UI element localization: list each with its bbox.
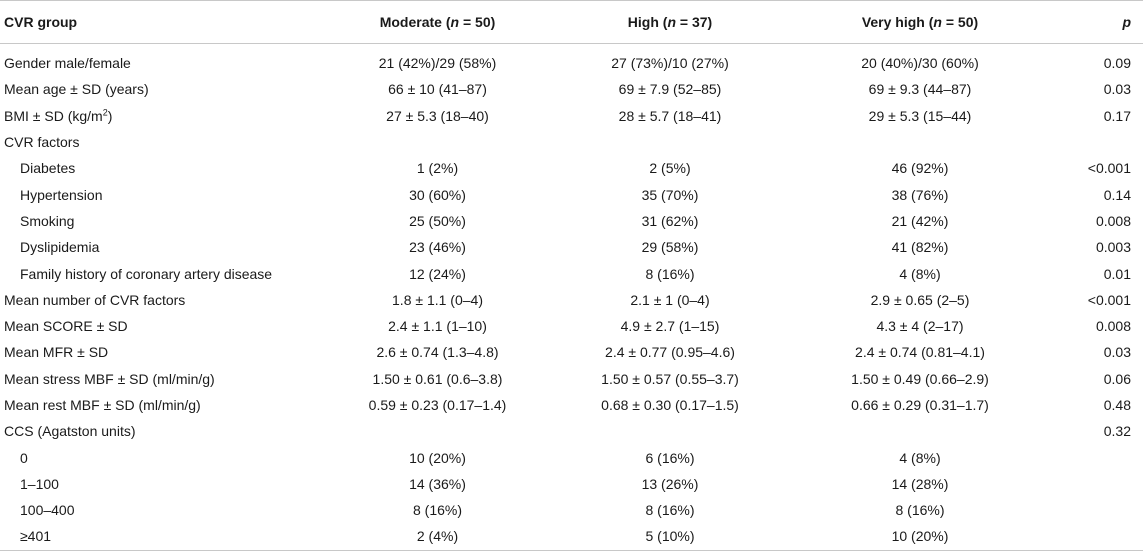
cell-p — [1045, 129, 1143, 155]
cell-p — [1045, 497, 1143, 523]
row-label-text: 1–100 — [20, 475, 59, 492]
row-label — [0, 234, 330, 260]
header-high-n: (n = 37) — [662, 14, 713, 30]
cell-high: 1.50 ± 0.57 (0.55–3.7) — [601, 370, 739, 387]
cell-moderate: 8 (16%) — [412, 502, 463, 519]
row-label-superscript: 2 — [102, 107, 108, 118]
header-moderate-n: (n = 50) — [445, 14, 496, 30]
row-label-text: 100–400 — [20, 502, 75, 519]
cell-high: 8 (16%) — [645, 265, 695, 282]
cell-moderate: 2 (4%) — [330, 523, 545, 550]
row-label — [0, 471, 330, 497]
cell-high: 2.1 ± 1 (0–4) — [630, 291, 710, 308]
cell-very-high: 21 (42%) — [891, 212, 949, 229]
table-row — [0, 129, 1143, 155]
cell-moderate: 23 (46%) — [409, 239, 466, 256]
table-row — [0, 313, 1143, 339]
row-label — [0, 392, 330, 418]
cell-high: 2 (5%) — [649, 160, 691, 177]
row-label — [0, 208, 330, 234]
row-label — [0, 339, 330, 365]
cell-high: 6 (16%) — [645, 449, 695, 466]
row-label-text: Mean age ± SD (years) — [4, 81, 149, 98]
header-very-high-label: Very high — [861, 14, 925, 30]
cell-p: 0.06 — [1103, 370, 1131, 387]
cell-p — [1045, 444, 1143, 470]
cell-very-high: 46 (92%) — [891, 160, 949, 177]
row-label — [0, 313, 330, 339]
cell-p — [1045, 471, 1143, 497]
cell-very-high: 0.66 ± 0.29 (0.31–1.7) — [851, 397, 989, 413]
cell-p: 0.03 — [1103, 81, 1131, 98]
cell-p: <0.001 — [1087, 160, 1131, 177]
row-label-text: CCS (Agatston units) — [4, 423, 136, 440]
cell-moderate: 30 (60%) — [409, 186, 466, 203]
header-very-high-n: (n = 50) — [928, 14, 979, 30]
row-label — [0, 129, 330, 155]
cell-very-high: 4 (8%) — [899, 449, 941, 466]
header-moderate — [330, 1, 545, 44]
row-label — [0, 444, 330, 470]
row-label — [0, 76, 330, 102]
table-row — [0, 497, 1143, 523]
header-high-label: High — [627, 14, 659, 30]
row-label — [0, 418, 330, 444]
cell-moderate — [330, 129, 545, 155]
cell-high: 13 (26%) — [641, 475, 699, 492]
header-p-label: p — [1122, 14, 1131, 30]
row-label-text: Mean MFR ± SD — [4, 344, 109, 361]
cell-high — [545, 129, 795, 155]
cell-p: 0.09 — [1103, 55, 1131, 72]
cell-very-high: 10 (20%) — [795, 523, 1045, 550]
cell-moderate: 2.4 ± 1.1 (1–10) — [388, 318, 487, 335]
cell-moderate: 2.6 ± 0.74 (1.3–4.8) — [376, 344, 499, 361]
cell-high: 29 (58%) — [641, 239, 699, 256]
row-label-text: Family history of coronary artery disease — [20, 265, 273, 282]
cell-p: 0.03 — [1103, 344, 1131, 361]
row-label-text: Smoking — [20, 212, 75, 229]
cell-high: 31 (62%) — [641, 212, 699, 229]
cell-very-high: 29 ± 5.3 (15–44) — [868, 107, 972, 124]
row-label — [0, 155, 330, 181]
table-row — [0, 339, 1143, 365]
table-row — [0, 44, 1143, 77]
row-label — [0, 260, 330, 286]
row-label — [0, 44, 330, 77]
row-label-text: Hypertension — [20, 186, 103, 203]
table-row — [0, 76, 1143, 102]
row-label-text: Mean number of CVR factors — [4, 291, 186, 308]
cell-very-high: 2.4 ± 0.74 (0.81–4.1) — [855, 344, 985, 361]
row-label-text: BMI ± SD (kg/m — [4, 107, 103, 124]
cell-very-high: 20 (40%)/30 (60%) — [861, 55, 979, 72]
cell-moderate: 1.50 ± 0.61 (0.6–3.8) — [372, 370, 503, 387]
cell-moderate: 0.59 ± 0.23 (0.17–1.4) — [368, 397, 507, 413]
cell-very-high: 4 (8%) — [899, 265, 941, 282]
row-label-text: ≥401 — [20, 528, 52, 545]
cell-very-high: 2.9 ± 0.65 (2–5) — [870, 291, 970, 308]
header-p — [1045, 1, 1143, 44]
cell-high: 0.68 ± 0.30 (0.17–1.5) — [601, 397, 739, 413]
cell-moderate: 1 (2%) — [416, 160, 459, 177]
cell-moderate: 66 ± 10 (41–87) — [388, 81, 487, 98]
row-label — [0, 497, 330, 523]
cell-very-high: 38 (76%) — [891, 186, 949, 203]
cell-high — [545, 418, 795, 444]
table-row — [0, 444, 1143, 470]
row-label-suffix: ) — [107, 107, 113, 124]
table-body — [0, 44, 1143, 551]
cell-p: 0.32 — [1103, 423, 1131, 440]
cell-high: 8 (16%) — [645, 502, 695, 519]
cell-high: 2.4 ± 0.77 (0.95–4.6) — [605, 344, 735, 361]
table-row — [0, 155, 1143, 181]
cell-p: 0.48 — [1103, 397, 1131, 413]
table-header-row — [0, 1, 1143, 44]
cell-p: 0.008 — [1095, 212, 1131, 229]
header-moderate-label: Moderate — [379, 14, 442, 30]
cell-moderate: 14 (36%) — [409, 475, 466, 492]
row-label-text: CVR factors — [4, 134, 80, 151]
cell-p: 0.003 — [1095, 239, 1131, 256]
row-label-text: Gender male/female — [4, 55, 131, 72]
row-label-text: Mean SCORE ± SD — [4, 318, 128, 335]
header-cvr-group: CVR group — [0, 1, 330, 44]
row-label-text: Mean rest MBF ± SD (ml/min/g) — [4, 397, 201, 413]
table-row — [0, 103, 1143, 129]
header-very-high — [795, 1, 1045, 44]
header-high — [545, 1, 795, 44]
row-label-text: Diabetes — [20, 160, 76, 177]
table-row — [0, 392, 1143, 418]
cell-p: <0.001 — [1087, 291, 1131, 308]
cell-moderate: 27 ± 5.3 (18–40) — [386, 107, 489, 124]
cell-moderate: 1.8 ± 1.1 (0–4) — [392, 291, 483, 308]
row-label — [0, 287, 330, 313]
cell-very-high: 1.50 ± 0.49 (0.66–2.9) — [851, 370, 989, 387]
cell-very-high: 14 (28%) — [891, 475, 949, 492]
table-row — [0, 471, 1143, 497]
table-row — [0, 366, 1143, 392]
cell-p — [1045, 523, 1143, 550]
row-label-text: Dyslipidemia — [20, 239, 100, 256]
row-label — [0, 366, 330, 392]
table-row — [0, 523, 1143, 550]
cell-very-high — [795, 129, 1045, 155]
row-label-text: 0 — [20, 449, 28, 466]
cell-high: 35 (70%) — [641, 186, 699, 203]
table-row — [0, 208, 1143, 234]
cell-very-high: 8 (16%) — [895, 502, 945, 519]
cell-moderate: 12 (24%) — [409, 265, 466, 282]
cell-very-high: 69 ± 9.3 (44–87) — [868, 81, 972, 98]
cell-high: 4.9 ± 2.7 (1–15) — [620, 318, 720, 335]
cell-p: 0.01 — [1103, 265, 1131, 282]
cell-very-high: 41 (82%) — [891, 239, 949, 256]
cell-high: 5 (10%) — [545, 523, 795, 550]
cell-high: 28 ± 5.7 (18–41) — [618, 107, 722, 124]
row-label — [0, 523, 330, 550]
table-row — [0, 260, 1143, 286]
table-row — [0, 234, 1143, 260]
row-label — [0, 103, 330, 129]
cell-high: 27 (73%)/10 (27%) — [611, 55, 729, 72]
cell-moderate: 21 (42%)/29 (58%) — [378, 55, 497, 72]
table-row — [0, 287, 1143, 313]
table-row — [0, 418, 1143, 444]
row-label-text: Mean stress MBF ± SD (ml/min/g) — [4, 370, 215, 387]
cell-high: 69 ± 7.9 (52–85) — [618, 81, 722, 98]
cell-p: 0.008 — [1095, 318, 1131, 335]
cell-very-high — [795, 418, 1045, 444]
cell-moderate: 25 (50%) — [409, 212, 466, 229]
cell-very-high: 4.3 ± 4 (2–17) — [876, 318, 964, 335]
row-label — [0, 181, 330, 207]
cell-moderate — [330, 418, 545, 444]
cell-p: 0.14 — [1103, 186, 1131, 203]
cell-moderate: 10 (20%) — [409, 449, 466, 466]
table-row — [0, 181, 1143, 207]
cell-p: 0.17 — [1103, 107, 1131, 124]
